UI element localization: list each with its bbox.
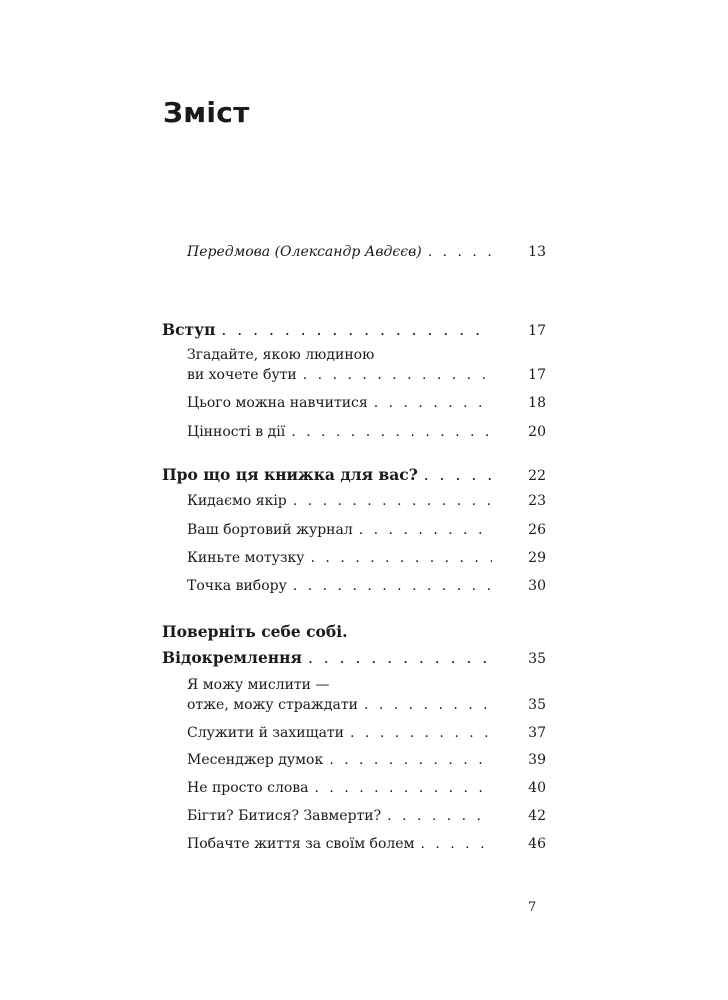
toc-entry-label: Служити й захищати (187, 725, 345, 741)
toc-entry-page: 35 (528, 651, 546, 667)
toc-entry-intro-2[interactable] (187, 395, 546, 411)
toc-entry-preface[interactable] (187, 244, 546, 260)
toc-section-label: Поверніть себе собі. (162, 622, 348, 641)
toc-section-label: Про що ця книжка для вас? (162, 465, 418, 484)
page-number: 7 (528, 900, 537, 915)
toc-entry-label: Кидаємо якір (187, 493, 287, 509)
toc-entry-page: 30 (528, 578, 546, 594)
toc-entry-page: 39 (528, 752, 546, 768)
dot-leader (374, 395, 492, 411)
toc-entry-label: Цього можна навчитися (187, 395, 368, 411)
dot-leader (428, 244, 492, 260)
toc-entry-page: 42 (528, 808, 546, 824)
dot-leader (293, 493, 492, 509)
toc-entry-page: 23 (528, 493, 546, 509)
toc-entry-page: 26 (528, 522, 546, 538)
toc-entry-label: Месенджер думок (187, 752, 324, 768)
dot-leader (350, 725, 492, 741)
toc-section-label: Вступ (162, 320, 216, 339)
dot-leader (311, 550, 492, 566)
toc-entry-about-3[interactable] (187, 550, 546, 566)
toc-entry-page: 18 (528, 395, 546, 411)
toc-entry-page: 17 (528, 367, 546, 383)
toc-entry-part1-3[interactable] (187, 752, 546, 768)
toc-entry-label: Згадайте, якою людиною (187, 347, 375, 363)
toc-entry-page: 37 (528, 725, 546, 741)
toc-entry-label: Передмова (Олександр Авдєєв) (187, 244, 422, 260)
toc-section-label: Відокремлення (162, 648, 302, 667)
toc-entry-label: Ваш бортовий журнал (187, 522, 353, 538)
toc-entry-label: Я можу мислити — (187, 677, 330, 693)
toc-entry-page: 40 (528, 780, 546, 796)
toc-entry-part1-5[interactable] (187, 808, 546, 824)
page-title: Зміст (163, 96, 250, 129)
toc-entry-page: 29 (528, 550, 546, 566)
toc-entry-page: 13 (528, 244, 546, 260)
toc-entry-page: 46 (528, 836, 546, 852)
toc-entry-intro-1[interactable] (187, 367, 546, 383)
toc-entry-label: Побачте життя за своїм болем (187, 836, 415, 852)
dot-leader (420, 836, 492, 852)
toc-entry-label: Не просто слова (187, 780, 309, 796)
toc-entry-page: 22 (528, 468, 546, 484)
toc-entry-label: Бігти? Битися? Завмерти? (187, 808, 382, 824)
toc-entry-label: Цінності в дії (187, 424, 286, 440)
toc-section-about[interactable] (162, 465, 546, 484)
dot-leader (364, 697, 492, 713)
dot-leader (329, 752, 492, 768)
toc-entry-part1-1-line1[interactable] (187, 677, 546, 693)
toc-entry-about-1[interactable] (187, 493, 546, 509)
toc-entry-intro-1-line1[interactable] (187, 347, 546, 363)
dot-leader (387, 808, 492, 824)
toc-entry-page: 35 (528, 697, 546, 713)
toc-entry-page: 17 (528, 323, 546, 339)
toc-entry-label: отже, можу страждати (187, 697, 358, 713)
toc-section-part1[interactable] (162, 648, 546, 667)
dot-leader (303, 367, 492, 383)
toc-entry-part1-2[interactable] (187, 725, 546, 741)
dot-leader (359, 522, 492, 538)
toc-entry-label: Точка вибору (187, 578, 287, 594)
toc-entry-about-4[interactable] (187, 578, 546, 594)
dot-leader (221, 321, 492, 339)
toc-entry-label: Киньте мотузку (187, 550, 305, 566)
dot-leader (308, 649, 492, 667)
toc-section-part1-line1[interactable] (162, 622, 546, 641)
dot-leader (293, 578, 492, 594)
toc-entry-page: 20 (528, 424, 546, 440)
toc-entry-intro-3[interactable] (187, 424, 546, 440)
toc-section-intro[interactable] (162, 320, 546, 339)
toc-entry-part1-4[interactable] (187, 780, 546, 796)
toc-entry-part1-6[interactable] (187, 836, 546, 852)
dot-leader (424, 466, 492, 484)
toc-entry-part1-1[interactable] (187, 697, 546, 713)
dot-leader (291, 424, 492, 440)
toc-entry-label: ви хочете бути (187, 367, 297, 383)
toc-entry-about-2[interactable] (187, 522, 546, 538)
dot-leader (315, 780, 492, 796)
